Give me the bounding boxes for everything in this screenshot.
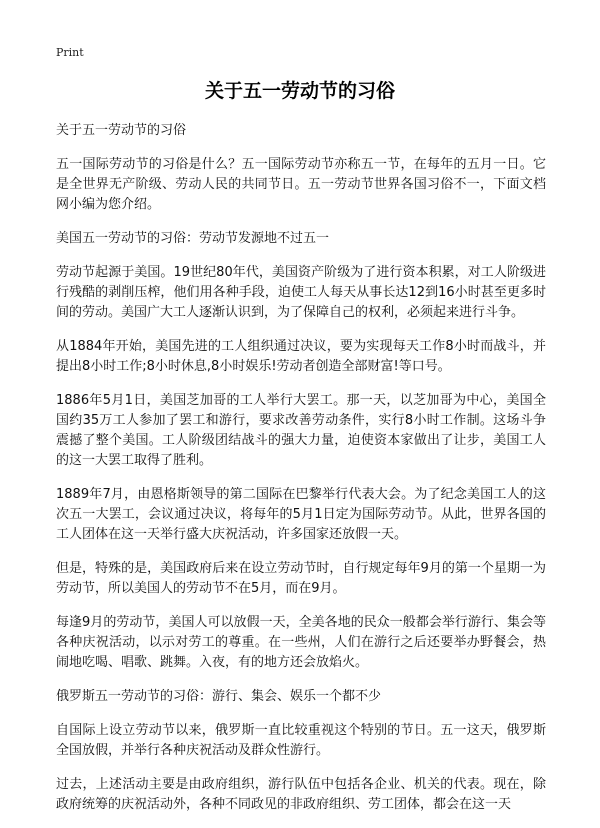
paragraph: 劳动节起源于美国。19世纪80年代，美国资产阶级为了进行资本积累，对工人阶级进行残酷的剥削压榨，他们用各种手段，迫使工人每天从事长达12到16小时甚至更多时间的劳动。美国广大工人逐渐认识到，为了保障自己的权利，必须起来进行斗争。 bbox=[56, 265, 546, 320]
paragraph: 过去，上述活动主要是由政府组织，游行队伍中包括各企业、机关的代表。现在，除政府统筹的庆祝活动外，各种不同政见的非政府组织、劳工团体，都会在这一天 bbox=[56, 777, 546, 812]
print-link[interactable]: Print bbox=[56, 46, 84, 59]
section-heading: 关于五一劳动节的习俗 bbox=[56, 123, 187, 138]
paragraph: 1889年7月，由恩格斯领导的第二国际在巴黎举行代表大会。为了纪念美国工人的这次五一大罢工，会议通过决议，将每年的5月1日定为国际劳动节。从此，世界各国的工人团体在这一天举行盛大庆祝活动，许多国家还放假一天。 bbox=[56, 487, 546, 542]
section-heading-russia: 俄罗斯五一劳动节的习俗：游行、集会、娱乐一个都不少 bbox=[56, 689, 382, 704]
document-title: 关于五一劳动节的习俗 bbox=[204, 80, 395, 102]
paragraph: 但是，特殊的是，美国政府后来在设立劳动节时，自行规定每年9月的第一个星期一为劳动节，所以美国人的劳动节不在5月，而在9月。 bbox=[56, 561, 546, 596]
paragraph: 自国际上设立劳动节以来，俄罗斯一直比较重视这个特别的节日。五一这天，俄罗斯全国放假，并举行各种庆祝活动及群众性游行。 bbox=[56, 723, 546, 758]
paragraph: 1886年5月1日，美国芝加哥的工人举行大罢工。那一天，以芝加哥为中心，美国全国约35万工人参加了罢工和游行，要求改善劳动条件，实行8小时工作制。这场斗争震撼了整个美国。工人阶级团结战斗的强大力量，迫使资本家做出了让步，美国工人的这一大罢工取得了胜利。 bbox=[56, 393, 546, 468]
document-body bbox=[56, 121, 546, 828]
paragraph: 从1884年开始，美国先进的工人组织通过决议，要为实现每天工作8小时而战斗，并提出8小时工作;8小时休息,8小时娱乐!劳动者创造全部财富!等口号。 bbox=[56, 339, 546, 374]
paragraph: 每逢9月的劳动节，美国人可以放假一天，全美各地的民众一般都会举行游行、集会等各种庆祝活动，以示对劳工的尊重。在一些州，人们在游行之后还要举办野餐会，热闹地吃喝、唱歌、跳舞。入夜，有的地方还会放焰火。 bbox=[56, 615, 546, 670]
section-heading-usa: 美国五一劳动节的习俗：劳动节发源地不过五一 bbox=[56, 231, 330, 246]
intro-paragraph: 五一国际劳动节的习俗是什么？五一国际劳动节亦称五一节，在每年的五月一日。它是全世界无产阶级、劳动人民的共同节日。五一劳动节世界各国习俗不一，下面文档网小编为您介绍。 bbox=[56, 157, 546, 212]
